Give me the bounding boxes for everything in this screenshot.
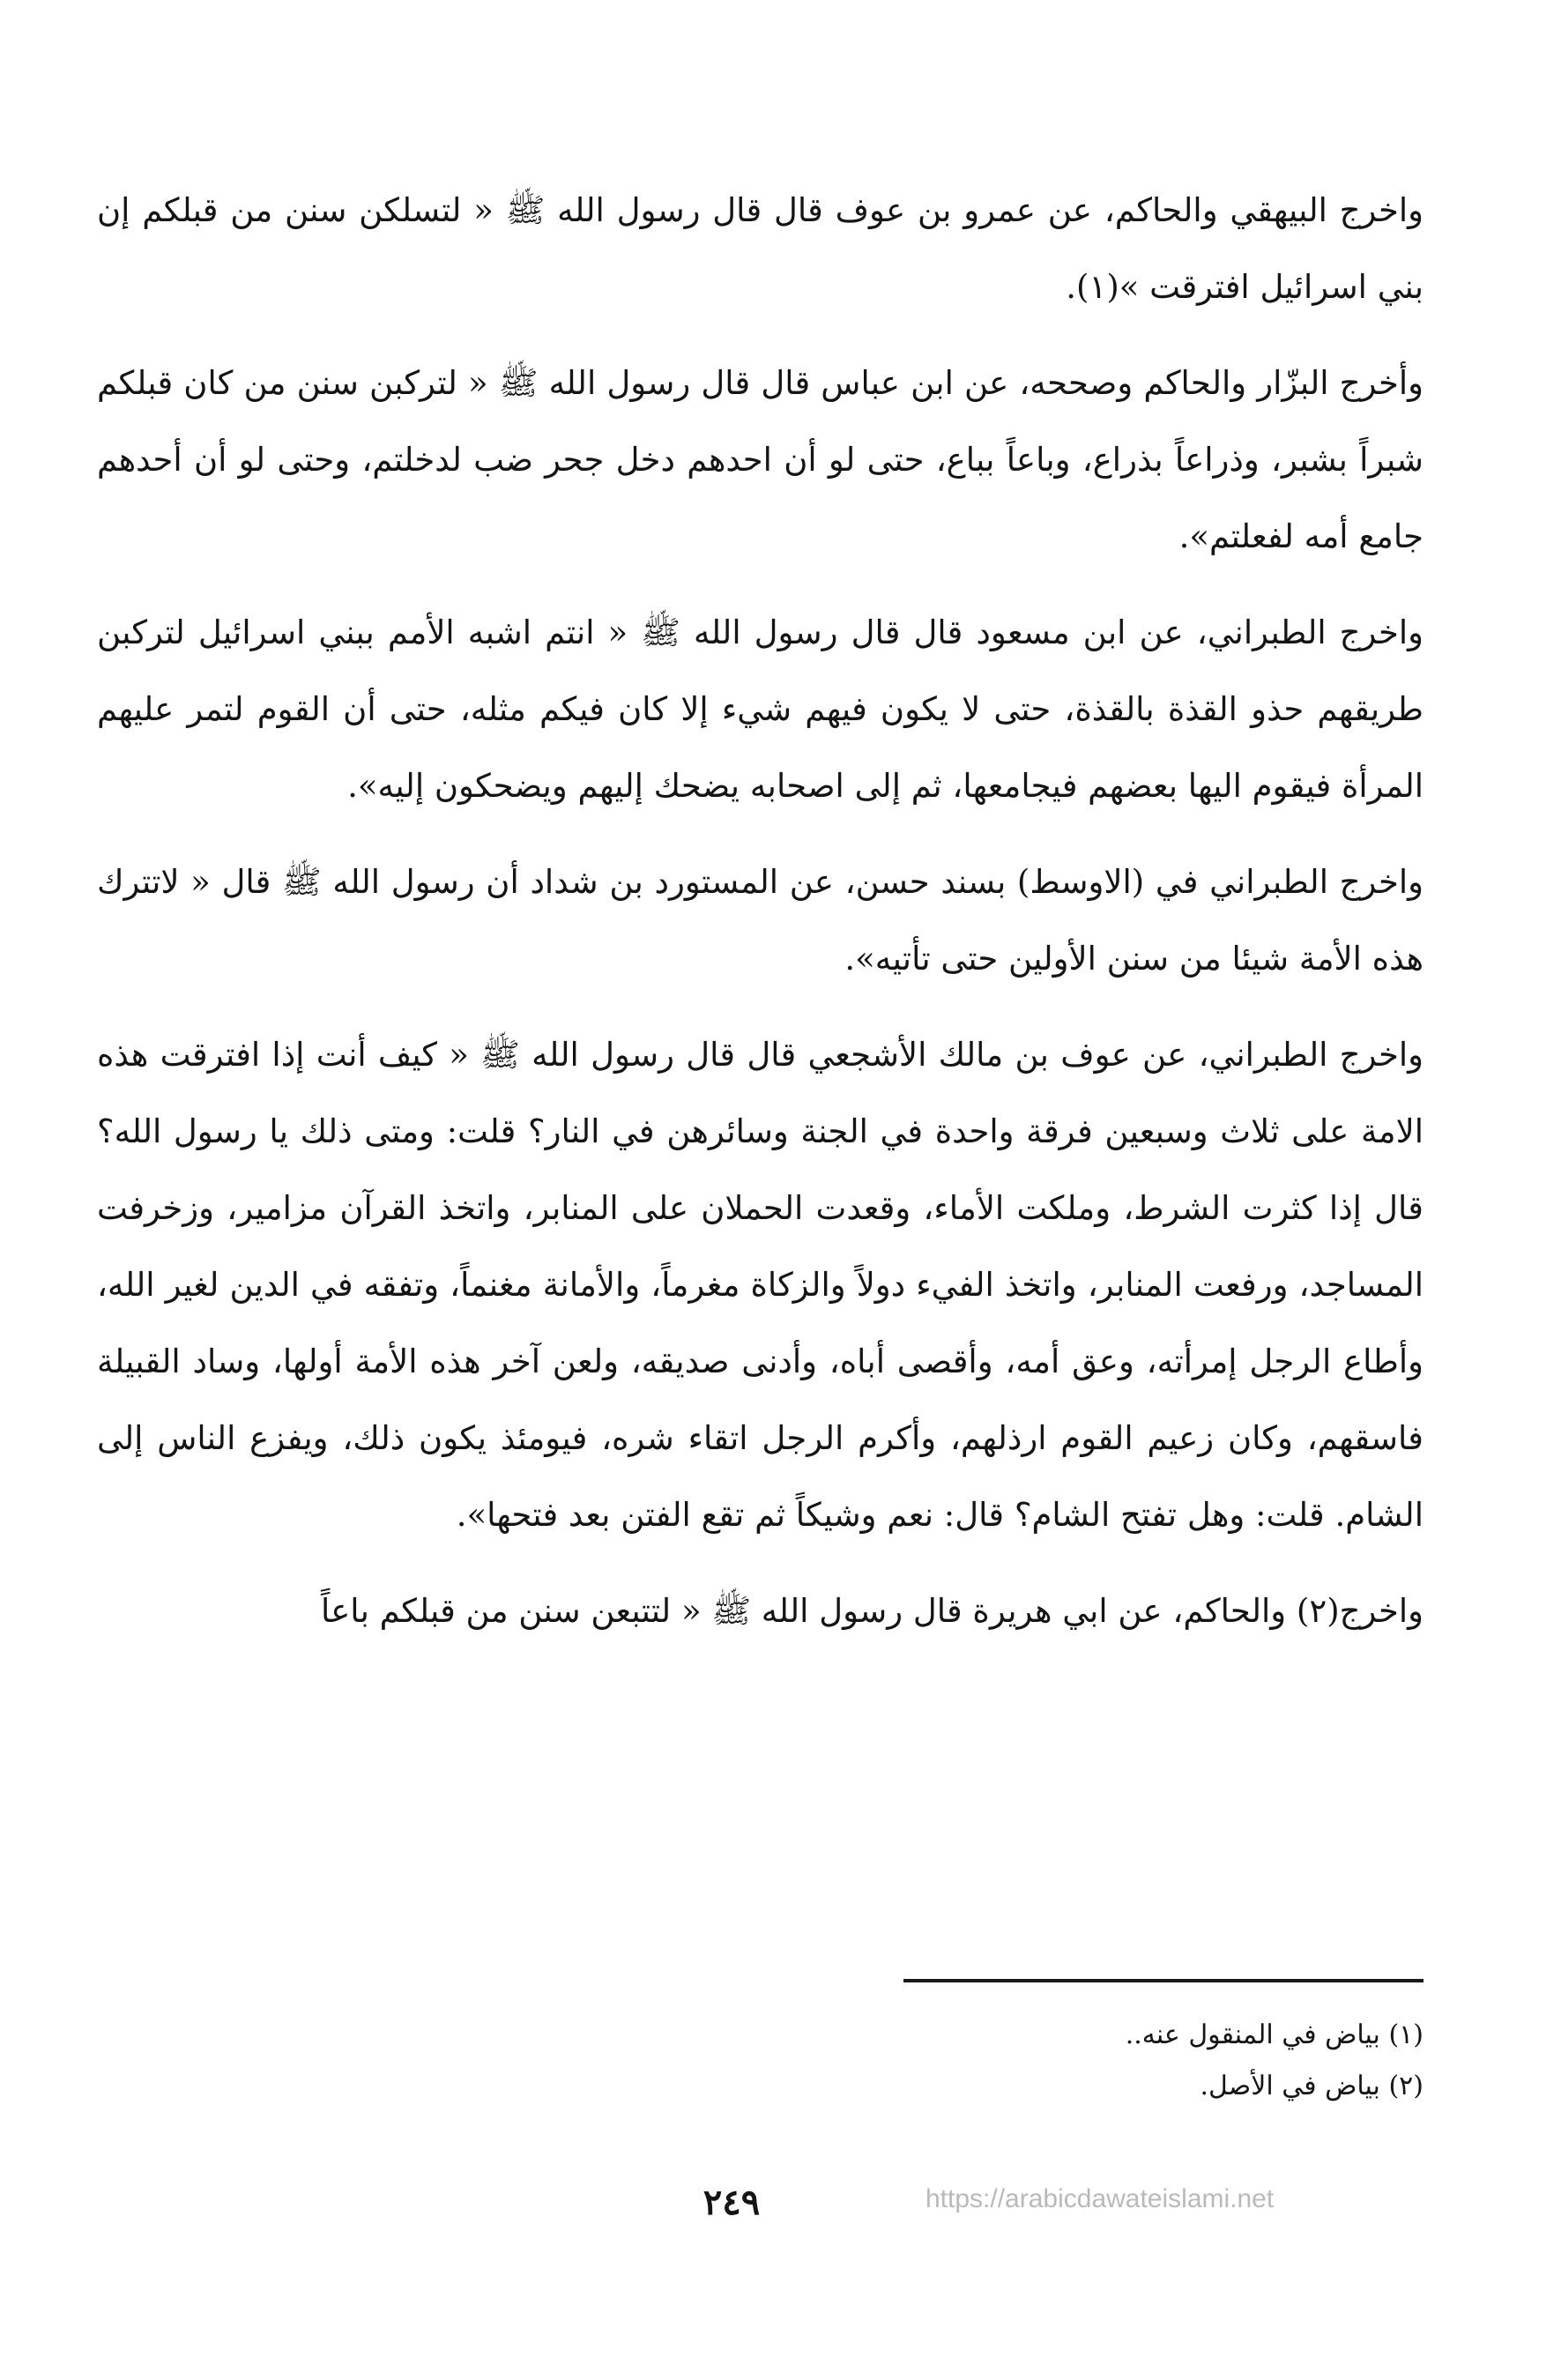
- footnotes: [793, 2010, 1423, 2112]
- paragraph-4: واخرج الطبراني في (الاوسط) بسند حسن، عن المستورد بن شداد أن رسول الله ﷺ قال « لاتترك هذه الأمة شيئا من سنن الأولين حتى تأتيه».: [97, 863, 1423, 978]
- watermark-url: https://arabicdawateislami.net: [925, 2184, 1275, 2213]
- footnote-divider: [903, 1979, 1423, 1982]
- footnote-2: (٢) بياض في الأصل.: [1200, 2071, 1423, 2101]
- paragraph-6: واخرج(٢) والحاكم، عن ابي هريرة قال رسول الله ﷺ « لتتبعن سنن من قبلكم باعاً: [320, 1592, 1423, 1630]
- paragraph-2: وأخرج البزّار والحاكم وصححه، عن ابن عباس قال قال رسول الله ﷺ « لتركبن سنن من كان قبلكم شبراً بشبر، وذراعاً بذراع، وباعاً بباع، حتى لو أن احدهم دخل جحر ضب لدخلتم، وحتى لو أن أحدهم جامع أمه لفعلتم».: [97, 364, 1423, 555]
- paragraph-1: واخرج البيهقي والحاكم، عن عمرو بن عوف قال قال رسول الله ﷺ « لتسلكن سنن من قبلكم إن بني اسرائيل افترقت »(١).: [97, 191, 1423, 306]
- footnote-1: (١) بياض في المنقول عنه..: [1125, 2019, 1423, 2050]
- main-text: [97, 172, 1423, 1649]
- paragraph-5: واخرج الطبراني، عن عوف بن مالك الأشجعي قال قال رسول الله ﷺ « كيف أنت إذا افترقت هذه الامة على ثلاث وسبعين فرقة واحدة في الجنة وسائرهن في النار؟ قلت: ومتى ذلك يا رسول الله؟ قال إذا كثرت الشرط، وملكت الأماء، وقعدت الحملان على المنابر، واتخذ القرآن مزامير، وزخرفت المساجد، ورفعت المنابر، واتخذ الفيء دولاً والزكاة مغرماً، والأمانة مغنماً، وتفقه في الدين لغير الله، وأطاع الرجل إمرأته، وعق أمه، وأقصى أباه، وأدنى صديقه، ولعن آخر هذه الأمة أولها، وساد القبيلة فاسقهم، وكان زعيم القوم ارذلهم، وأكرم الرجل اتقاء شره، فيومئذ يكون ذلك، ويفزع الناس إلى الشام. قلت: وهل تفتح الشام؟ قال: نعم وشيكاً ثم تقع الفتن بعد فتحها».: [97, 1036, 1423, 1534]
- paragraph-3: واخرج الطبراني، عن ابن مسعود قال قال رسول الله ﷺ « انتم اشبه الأمم ببني اسرائيل لتركبن طريقهم حذو القذة بالقذة، حتى لا يكون فيهم شيء إلا كان فيكم مثله، حتى أن القوم لتمر عليهم المرأة فيقوم اليها بعضهم فيجامعها، ثم إلى اصحابه يضحك إليهم ويضحكون إليه».: [97, 614, 1423, 805]
- page-number: ٢٤٩: [702, 2182, 761, 2223]
